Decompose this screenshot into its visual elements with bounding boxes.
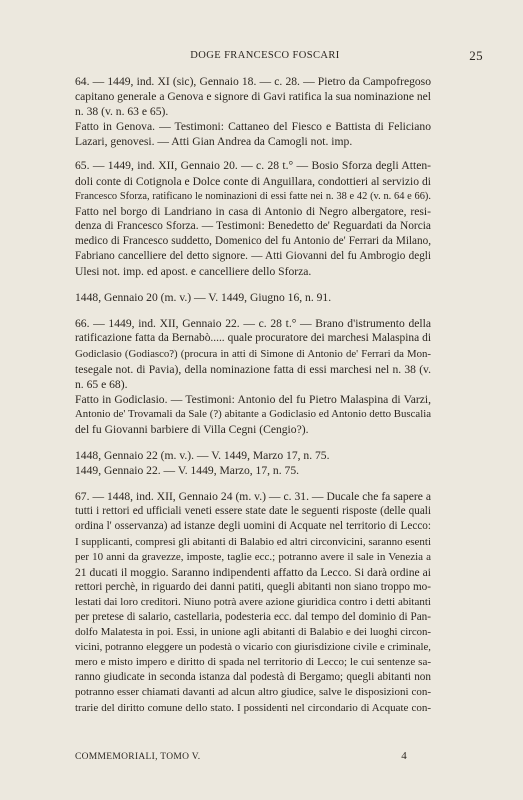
text-line: lestati dai loro creditori. Niuno potrà avere azione giuridica contro i detti abitanti [75,595,431,608]
running-title: DOGE FRANCESCO FOSCARI [190,50,340,61]
text-line: Antonio de' Trovamali da Sale (?) abitante a Godiclasio ed Antonio detto Buscalia [75,407,431,420]
text-line: 1448, Gennaio 20 (m. v.) — V. 1449, Giugno 16, n. 91. [75,291,332,305]
entry-66 [75,316,431,437]
text-line: Fatto nel borgo di Landriano in casa di Antonio di Negro albergatore, resi- [75,204,431,218]
text-line: vicini, potranno eleggere un podestà o vicario con giurisdizione civile e criminale, [75,641,431,654]
text-line: trarie del diritto comune dello stato. I possidenti nel circondario di Acquate con- [75,701,431,714]
text-line: del fu Giovanni barbiere di Villa Cegni (Cengio?). [75,422,309,436]
text-line: Fatto in Genova. — Testimoni: Cattaneo del Fiesco e Battista di Feliciano [75,120,431,134]
entry-64 [75,74,431,149]
text-line: 67. — 1448, ind. XII, Gennaio 24 (m. v.) — c. 31. — Ducale che fa sapere a [75,490,431,504]
body-text [75,74,431,716]
text-line: ordina l' osservanza) ad istanze degli uomini di Acquate nel territorio di Lecco: [75,520,431,533]
text-line: Fabriano cancelliere del detto signore. — Atti Giovanni del fu Ambrogio degli [75,250,431,263]
text-line: Lazari, genovesi. — Atti Gian Andrea da Camogli not. imp. [75,135,353,149]
text-line: dolfo Malatesta in poi. Essi, in unione agli abitanti di Balabio e dei luoghi circon- [75,626,431,639]
text-line: Godiclasio (Godiasco?) (procura in atti di Simone di Antonio de' Ferrari da Mon- [75,347,431,360]
text-line: potranno esser chiamati davanti ad alcun altro giudice, salve le disposizioni con- [75,686,431,699]
page-footer [75,752,431,762]
text-line: tesegale not. di Pavia), della nominazione fatta di essi marchesi nel n. 38 (v. [75,362,431,376]
text-line: medico di Francesco suddetto, Domenico del fu Antonio de' Ferrari da Milano, [75,234,431,247]
entry-65 [75,158,431,279]
text-line: doli conte di Cotignola e Dolce conte di Anguillara, condottieri al servizio di [75,174,431,188]
text-line: 1448, Gennaio 22 (m. v.). — V. 1449, Marzo 17, n. 75. [75,449,330,463]
text-line: 64. — 1449, ind. XI (sic), Gennaio 18. — c. 28. — Pietro da Campofregoso [75,75,431,88]
page-number: 25 [469,48,483,63]
text-line: Fatto in Godiclasio. — Testimoni: Antonio del fu Pietro Malaspina di Varzi, [75,392,431,406]
text-line: n. 38 (v. n. 63 e 65). [75,105,169,119]
text-line: per 10 anni da gravezze, imposte, taglie ecc.; potranno avere il sale in Venezia a [75,550,431,563]
text-line: 65. — 1449, ind. XII, Gennaio 20. — c. 28 t.° — Bosio Sforza degli Atten- [75,159,431,173]
text-line: Ulesi not. imp. ed apost. e cancelliere dello Sforza. [75,265,312,279]
text-line: n. 65 e 68). [75,377,128,391]
text-line: ratificazione fatta da Bernabò..... quale procuratore dei marchesi Malaspina di [75,332,431,345]
text-line: I supplicanti, compresi gli abitanti di Balabio ed altri circonvicini, saranno esenti [75,535,431,548]
text-line: rettori perchè, in riguardo dei danni patiti, quegli abitanti non siano troppo mo- [75,580,431,593]
cross-reference-1 [75,290,431,305]
cross-reference-2 [75,448,431,478]
volume-title: COMMEMORIALI, TOMO V. [75,752,201,762]
text-line: ranno giudicate in seconda istanza dal podestà di Bergamo; quegli abitanti non [75,671,431,684]
entry-67 [75,489,431,715]
text-line: mero e misto impero e diritto di spada nel territorio di Lecco; le cui sentenze sa- [75,656,431,669]
text-line: tutti i rettori ed ufficiali veneti essere state date le seguenti risposte (delle quali [75,505,431,518]
text-line: capitano generale a Genova e signore di Gavi ratifica la sua nominazione nel [75,90,431,104]
text-line: per pretese di salario, castellaria, podesteria ecc. dal tempo del dominio di Pan- [75,611,431,623]
text-line: Francesco Sforza, ratificano le nominazioni di essi fatte nei n. 38 e 42 (v. n. 64 e 66). [75,190,431,202]
text-line: 1449, Gennaio 22. — V. 1449, Marzo, 17, n. 75. [75,464,300,478]
signature-mark: 4 [401,750,407,762]
text-line: 21 ducati il moggio. Saranno indipendenti affatto da Lecco. Si darà ordine ai [75,565,431,579]
text-line: 66. — 1449, ind. XII, Gennaio 22. — c. 28 t.° — Brano d'istrumento della [75,317,431,331]
text-line: denza di Francesco Sforza. — Testimoni: Benedetto de' Reguardati da Norcia [75,219,431,232]
